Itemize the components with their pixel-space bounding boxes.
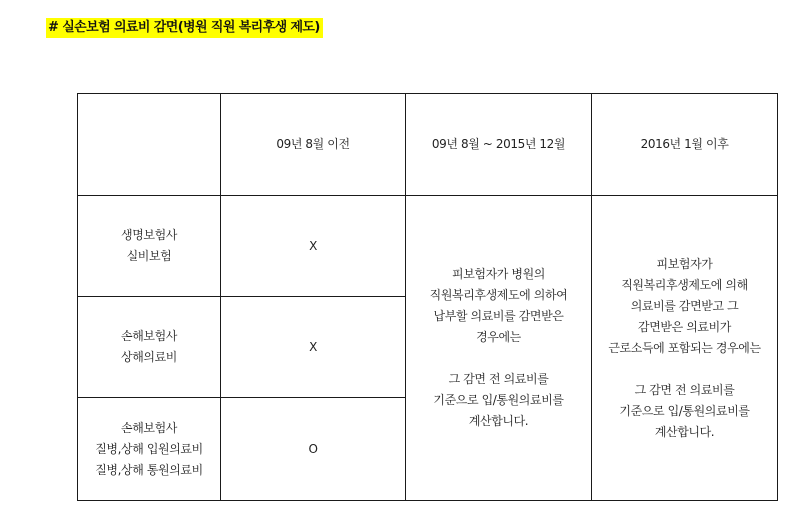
row-label-line: 상해의료비 (121, 350, 177, 364)
header-cell-before-2009-08: 09년 8월 이전 (221, 94, 406, 196)
post-text-line: 직원복리후생제도에 의해 (621, 277, 748, 292)
row-label-nonlife-injury (78, 297, 221, 398)
post-text-line: 감면받은 의료비가 (638, 319, 731, 334)
mid-text-line: 직원복리후생제도에 의하여 (429, 288, 568, 302)
post-text-line: 의료비를 감면받고 그 (630, 298, 739, 313)
table-row (78, 196, 778, 297)
header-cell-after-2016-01: 2016년 1월 이후 (592, 94, 778, 196)
cell-before-value: O (221, 398, 406, 501)
cell-before-value: X (221, 297, 406, 398)
row-label-nonlife-illness (78, 398, 221, 501)
row-label-line: 생명보험사 (121, 228, 177, 242)
header-cell-empty (78, 94, 221, 196)
mid-text-line: 경우에는 (476, 330, 521, 344)
post-text-line: 그 감면 전 의료비를 (634, 382, 735, 397)
post-text-line: 피보험자가 (656, 256, 713, 271)
header-row (78, 94, 778, 196)
post-text-line: 계산합니다. (654, 424, 715, 439)
mid-text-line: 계산합니다. (468, 414, 529, 428)
cell-mid-period-text (406, 196, 592, 501)
mid-text-line: 기준으로 입/통원의료비를 (433, 393, 564, 407)
row-label-line: 손해보험사 (121, 329, 177, 343)
row-label-line: 손해보험사 (121, 420, 177, 435)
post-text-line: 기준으로 입/통원의료비를 (619, 403, 750, 418)
mid-text-line: 피보험자가 병원의 (452, 267, 545, 281)
row-label-line: 질병,상해 통원의료비 (95, 462, 203, 477)
row-label-life-insurer (78, 196, 221, 297)
mid-text-line: 납부할 의료비를 감면받은 (433, 309, 564, 323)
page-title: # 실손보험 의료비 감면(병원 직원 복리후생 제도) (46, 18, 323, 38)
mid-text-line: 그 감면 전 의료비를 (448, 372, 549, 386)
row-label-line: 실비보험 (126, 249, 172, 263)
post-text-gap (594, 359, 775, 380)
row-label-line: 질병,상해 입원의료비 (95, 441, 203, 456)
cell-post-2016-text (592, 196, 778, 501)
mid-text-gap (408, 348, 589, 369)
post-text-line: 근로소득에 포함되는 경우에는 (608, 340, 761, 355)
header-cell-2009-08-to-2015-12: 09년 8월 ~ 2015년 12월 (406, 94, 592, 196)
cell-before-value: X (221, 196, 406, 297)
comparison-table (77, 93, 778, 501)
